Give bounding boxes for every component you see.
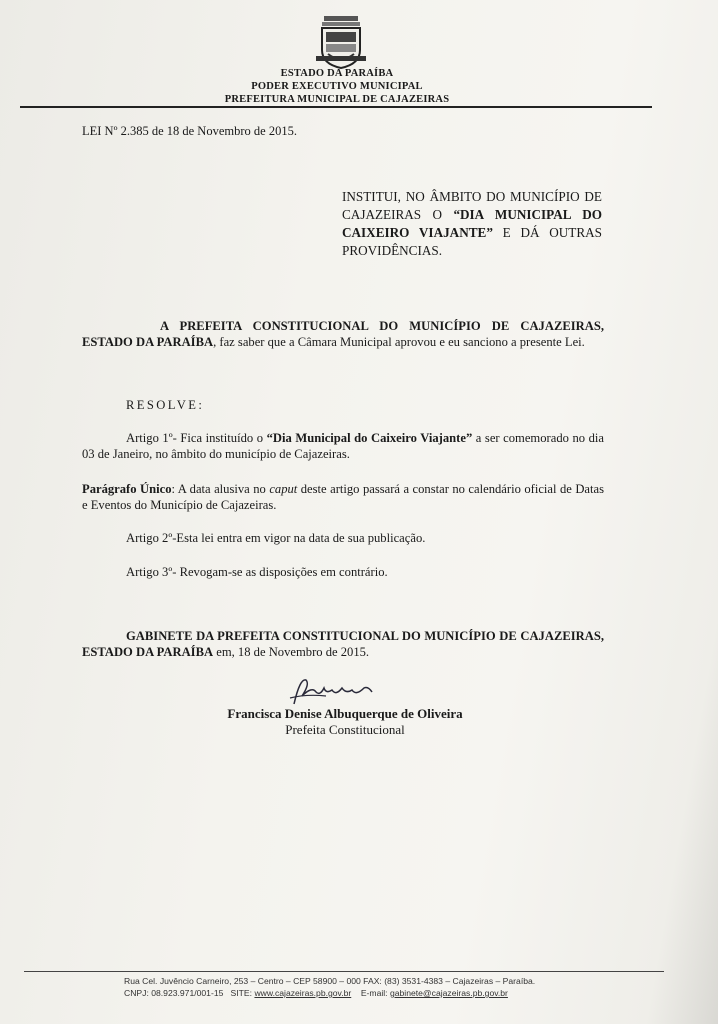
law-summary: [342, 188, 602, 260]
closing-text: em, 18 de Novembro de 2015.: [213, 645, 370, 659]
article-1-text-end: a ser comemorado no dia 03 de Janeiro, no âmbito do município de Cajazeiras.: [82, 431, 604, 461]
footer-contacts: [124, 988, 508, 998]
handwritten-signature-icon: [286, 674, 386, 708]
footer-site-link[interactable]: www.cajazeiras.pb.gov.br: [254, 988, 352, 998]
signer-name: Francisca Denise Albuquerque de Oliveira: [227, 706, 463, 721]
closing-paragraph: [82, 628, 604, 660]
article-1: [82, 430, 604, 462]
header-office: PREFEITURA MUNICIPAL DE CAJAZEIRAS: [224, 94, 450, 105]
header-state: ESTADO DA PARAÍBA: [280, 68, 394, 79]
footer-email-label: E-mail:: [360, 988, 388, 998]
article-3: Artigo 3º- Revogam-se as disposições em contrário.: [126, 565, 388, 579]
sole-paragraph: [82, 481, 604, 513]
footer-cnpj: CNPJ: 08.923.971/001-15: [124, 988, 224, 998]
article-1-text: Artigo 1º- Fica instituído o: [126, 431, 267, 445]
resolve-heading: RESOLVE:: [126, 398, 205, 412]
summary-text: INSTITUI, NO ÂMBITO DO MUNICÍPIO DE CAJAZEIRAS O: [342, 189, 602, 222]
law-number: LEI Nº 2.385 de 18 de Novembro de 2015.: [82, 124, 297, 138]
article-1-bold: “Dia Municipal do Caixeiro Viajante”: [266, 431, 473, 445]
article-2: Artigo 2º-Esta lei entra em vigor na data de sua publicação.: [126, 531, 426, 545]
footer-address: Rua Cel. Juvêncio Carneiro, 253 – Centro – CEP 58900 – 000 FAX: (83) 3531-4383 – Cajazeiras – Paraíba.: [124, 976, 536, 986]
intro-paragraph: [82, 318, 604, 350]
municipal-coat-of-arms-icon: [314, 14, 368, 70]
sole-paragraph-italic: caput: [269, 482, 298, 496]
signer-role: Prefeita Constitucional: [285, 722, 405, 737]
intro-text: , faz saber que a Câmara Municipal aprovou e eu sanciono a presente Lei.: [213, 335, 585, 349]
closing-bold: GABINETE DA PREFEITA CONSTITUCIONAL DO MUNICÍPIO DE CAJAZEIRAS, ESTADO DA PARAÍBA: [82, 629, 604, 659]
footer-email-link[interactable]: gabinete@cajazeiras.pb.gov.br: [389, 988, 508, 998]
summary-text-end: E DÁ OUTRAS PROVIDÊNCIAS.: [342, 225, 602, 258]
footer-site-label: SITE:: [230, 988, 253, 998]
sole-paragraph-label: Parágrafo Único: [82, 482, 172, 496]
summary-bold-title: “DIA MUNICIPAL DO CAIXEIRO VIAJANTE”: [342, 207, 602, 240]
sole-paragraph-text: : A data alusiva no: [171, 482, 270, 496]
intro-bold: A PREFEITA CONSTITUCIONAL DO MUNICÍPIO DE CAJAZEIRAS, ESTADO DA PARAÍBA: [82, 319, 604, 349]
sole-paragraph-text-end: deste artigo passará a constar no calendário oficial de Datas e Eventos do Município de Cajazeiras.: [82, 482, 605, 512]
header-branch: PODER EXECUTIVO MUNICIPAL: [251, 81, 423, 92]
footer-divider: [24, 971, 664, 972]
header-divider: [20, 106, 652, 108]
signature-block: [200, 676, 490, 737]
